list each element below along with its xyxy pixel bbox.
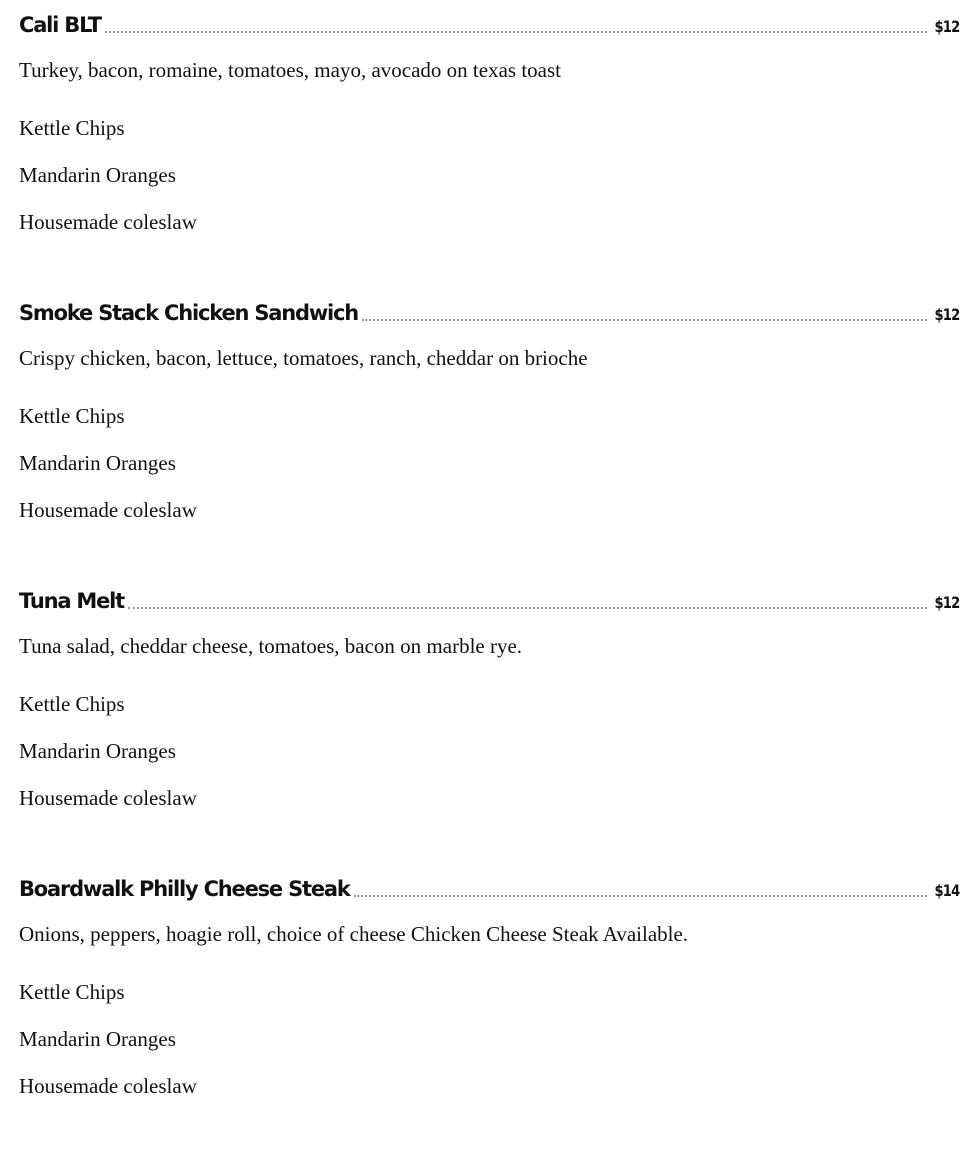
item-description: Crispy chicken, bacon, lettuce, tomatoes, ranch, cheddar on brioche xyxy=(19,346,588,370)
menu-item-tuna-melt xyxy=(19,576,959,864)
item-description: Onions, peppers, hoagie roll, choice of cheese Chicken Cheese Steak Available. xyxy=(19,922,689,946)
side-option: Mandarin Oranges xyxy=(19,163,176,187)
item-description: Tuna salad, cheddar cheese, tomatoes, bacon on marble rye. xyxy=(19,634,523,658)
side-option: Kettle Chips xyxy=(19,980,125,1004)
menu-item-smoke-stack-chicken-sandwich xyxy=(19,288,959,576)
item-name: Tuna Melt xyxy=(19,589,124,613)
item-price: $12 xyxy=(934,17,959,36)
dotted-leader xyxy=(354,895,927,897)
dotted-leader xyxy=(128,607,927,609)
item-description: Turkey, bacon, romaine, tomatoes, mayo, avocado on texas toast xyxy=(19,58,561,82)
item-name: Cali BLT xyxy=(19,13,101,37)
side-option: Mandarin Oranges xyxy=(19,739,176,763)
side-option: Housemade coleslaw xyxy=(19,498,197,522)
menu-item-header xyxy=(19,872,959,902)
menu-item-header xyxy=(19,296,959,326)
side-option: Kettle Chips xyxy=(19,692,125,716)
item-price: $12 xyxy=(934,305,959,324)
item-name: Smoke Stack Chicken Sandwich xyxy=(19,301,359,325)
side-option: Kettle Chips xyxy=(19,404,125,428)
side-option: Mandarin Oranges xyxy=(19,451,176,475)
menu-item-boardwalk-philly-cheese-steak xyxy=(19,864,959,1152)
side-option: Housemade coleslaw xyxy=(19,1074,197,1098)
side-option: Housemade coleslaw xyxy=(19,786,197,810)
item-price: $14 xyxy=(934,881,959,900)
side-option: Mandarin Oranges xyxy=(19,1027,176,1051)
side-option: Housemade coleslaw xyxy=(19,210,197,234)
item-name: Boardwalk Philly Cheese Steak xyxy=(19,877,350,901)
menu-item-cali-blt xyxy=(19,0,959,288)
menu-list xyxy=(19,0,959,1152)
item-price: $12 xyxy=(934,593,959,612)
side-option: Kettle Chips xyxy=(19,116,125,140)
dotted-leader xyxy=(105,31,927,33)
dotted-leader xyxy=(362,319,927,321)
menu-item-header xyxy=(19,584,959,614)
menu-item-header xyxy=(19,8,959,38)
